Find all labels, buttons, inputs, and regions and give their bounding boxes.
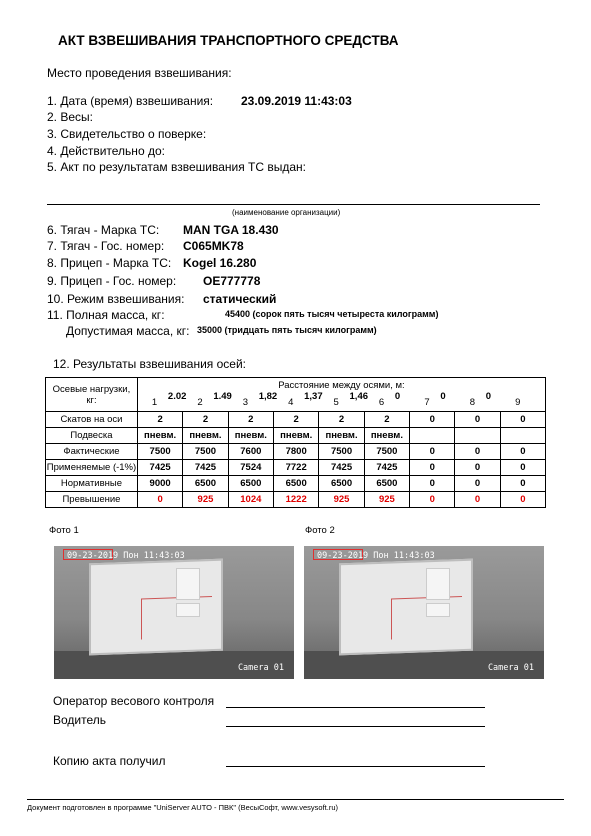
tractor-number-label: 7. Тягач - Гос. номер: <box>47 239 165 253</box>
table-cell <box>500 428 545 444</box>
row-label: Применяемые (-1%) <box>46 460 138 476</box>
footer-divider <box>27 799 564 800</box>
driver-label: Водитель <box>53 713 107 727</box>
table-cell: 7722 <box>274 460 319 476</box>
allowed-mass-value: 35000 (тридцать пять тысяч килограмм) <box>197 325 377 335</box>
allowed-mass-label: Допустимая масса, кг: <box>66 324 190 338</box>
axle-number: 3 <box>242 397 249 408</box>
table-cell: 925 <box>364 492 409 508</box>
document-title: АКТ ВЗВЕШИВАНИЯ ТРАНСПОРТНОГО СРЕДСТВА <box>58 33 399 48</box>
date-value: 23.09.2019 11:43:03 <box>241 94 352 108</box>
table-cell: 6500 <box>183 476 228 492</box>
table-cell: пневм. <box>319 428 364 444</box>
table-row <box>46 428 546 444</box>
axle-loads-header: Осевые нагрузки, кг: <box>46 378 138 412</box>
full-mass-label: 11. Полная масса, кг: <box>47 308 165 322</box>
operator-label: Оператор весового контроля <box>53 694 215 708</box>
table-cell: 1222 <box>274 492 319 508</box>
table-row <box>46 476 546 492</box>
tractor-brand-value: MAN TGA 18.430 <box>183 223 279 237</box>
table-cell: 0 <box>410 412 455 428</box>
axle-distance: 1,82 <box>258 391 278 402</box>
axle-number: 1 <box>151 397 158 408</box>
date-label: 1. Дата (время) взвешивания: <box>47 94 214 108</box>
table-cell: 7425 <box>137 460 182 476</box>
distance-header-cell <box>137 378 545 412</box>
results-label: 12. Результаты взвешивания осей: <box>53 357 246 371</box>
distance-header: Расстояние между осями, м: <box>278 380 405 391</box>
table-cell: 0 <box>500 444 545 460</box>
mode-value: статический <box>203 292 277 306</box>
copy-signature-line <box>226 766 485 767</box>
table-cell <box>455 428 500 444</box>
operator-signature-line <box>226 707 485 708</box>
table-cell: 6500 <box>319 476 364 492</box>
axle-distance: 2.02 <box>167 391 187 402</box>
tractor-number-value: C065MK78 <box>183 239 244 253</box>
trailer-number-label: 9. Прицеп - Гос. номер: <box>47 274 177 288</box>
photo-timestamp: 09-23-2019 Пон 11:43:03 <box>67 551 185 561</box>
table-cell: 7425 <box>364 460 409 476</box>
table-cell: пневм. <box>228 428 273 444</box>
scales-label: 2. Весы: <box>47 110 93 124</box>
axle-distance: 1,46 <box>349 391 369 402</box>
table-cell: 7425 <box>183 460 228 476</box>
row-label: Превышение <box>46 492 138 508</box>
table-cell: 2 <box>364 412 409 428</box>
trailer-brand-value: Kogel 16.280 <box>183 256 257 270</box>
axle-number: 4 <box>288 397 294 408</box>
table-cell: 6500 <box>228 476 273 492</box>
axle-number: 9 <box>515 397 521 408</box>
axle-number: 2 <box>197 397 203 408</box>
table-cell: 925 <box>183 492 228 508</box>
table-cell: пневм. <box>183 428 228 444</box>
table-cell: 7500 <box>137 444 182 460</box>
table-cell: 0 <box>500 412 545 428</box>
camera-photo <box>304 546 544 679</box>
table-cell: 6500 <box>364 476 409 492</box>
row-label: Скатов на оси <box>46 412 138 428</box>
trailer-brand-label: 8. Прицеп - Марка ТС: <box>47 256 172 270</box>
driver-signature-line <box>226 726 485 727</box>
table-cell: 7800 <box>274 444 319 460</box>
axle-distance: 0 <box>485 391 492 402</box>
table-cell: 0 <box>410 492 455 508</box>
table-cell: 1024 <box>228 492 273 508</box>
axle-number: 5 <box>333 397 339 408</box>
whiteboard <box>89 559 223 656</box>
footer-note: Документ подготовлен в программе "UniServer AUTO - ПВК" (ВесыСофт, www.vesysoft.ru) <box>27 803 339 812</box>
table-cell: 0 <box>410 444 455 460</box>
table-cell: 7600 <box>228 444 273 460</box>
row-label: Подвеска <box>46 428 138 444</box>
table-cell: 0 <box>500 476 545 492</box>
axle-results-table <box>45 377 546 508</box>
table-cell: пневм. <box>137 428 182 444</box>
axle-distance: 0 <box>440 391 446 402</box>
table-row <box>46 460 546 476</box>
org-caption: (наименование организации) <box>232 208 341 217</box>
table-cell: 0 <box>410 476 455 492</box>
axle-distance: 1.49 <box>213 391 232 402</box>
table-cell: 0 <box>137 492 182 508</box>
tractor-brand-label: 6. Тягач - Марка ТС: <box>47 223 160 237</box>
axle-distance: 1,37 <box>304 391 323 402</box>
whiteboard <box>339 559 473 656</box>
full-mass-value: 45400 (сорок пять тысяч четыреста килограмм) <box>225 309 439 319</box>
table-cell: 0 <box>455 476 500 492</box>
camera-photo <box>54 546 294 679</box>
table-cell: 2 <box>137 412 182 428</box>
table-cell: 0 <box>455 460 500 476</box>
axle-distance: 0 <box>394 391 401 402</box>
table-cell: 2 <box>319 412 364 428</box>
row-label: Фактические <box>46 444 138 460</box>
table-cell: 7500 <box>364 444 409 460</box>
photo-timestamp: 09-23-2019 Пон 11:43:03 <box>317 551 435 561</box>
table-cell: 2 <box>183 412 228 428</box>
table-cell: 2 <box>274 412 319 428</box>
table-cell: пневм. <box>364 428 409 444</box>
table-cell: 0 <box>410 460 455 476</box>
table-row <box>46 444 546 460</box>
axle-number: 6 <box>378 397 385 408</box>
certificate-label: 3. Свидетельство о поверке: <box>47 127 207 141</box>
valid-until-label: 4. Действительно до: <box>47 144 165 158</box>
table-cell: 9000 <box>137 476 182 492</box>
table-cell: 0 <box>455 444 500 460</box>
table-cell: пневм. <box>274 428 319 444</box>
table-cell: 0 <box>455 412 500 428</box>
table-cell: 7500 <box>319 444 364 460</box>
table-cell: 7524 <box>228 460 273 476</box>
table-cell: 2 <box>228 412 273 428</box>
table-row <box>46 412 546 428</box>
table-cell: 7500 <box>183 444 228 460</box>
table-cell: 0 <box>500 492 545 508</box>
act-issued-label: 5. Акт по результатам взвешивания ТС выдан: <box>47 160 306 174</box>
row-label: Нормативные <box>46 476 138 492</box>
table-row <box>46 492 546 508</box>
copy-received-label: Копию акта получил <box>53 754 166 768</box>
camera-label: Camera 01 <box>237 663 284 673</box>
photo-label: Фото 2 <box>305 525 335 536</box>
axle-number: 7 <box>424 397 430 408</box>
table-cell: 925 <box>319 492 364 508</box>
photo-label: Фото 1 <box>49 525 79 536</box>
table-cell <box>410 428 455 444</box>
camera-label: Camera 01 <box>487 663 534 673</box>
mode-label: 10. Режим взвешивания: <box>47 292 185 306</box>
table-cell: 0 <box>455 492 500 508</box>
org-line <box>47 204 540 205</box>
place-label: Место проведения взвешивания: <box>47 66 232 80</box>
axle-number: 8 <box>469 397 476 408</box>
trailer-number-value: OE777778 <box>203 274 261 288</box>
table-cell: 6500 <box>274 476 319 492</box>
table-cell: 0 <box>500 460 545 476</box>
table-cell: 7425 <box>319 460 364 476</box>
